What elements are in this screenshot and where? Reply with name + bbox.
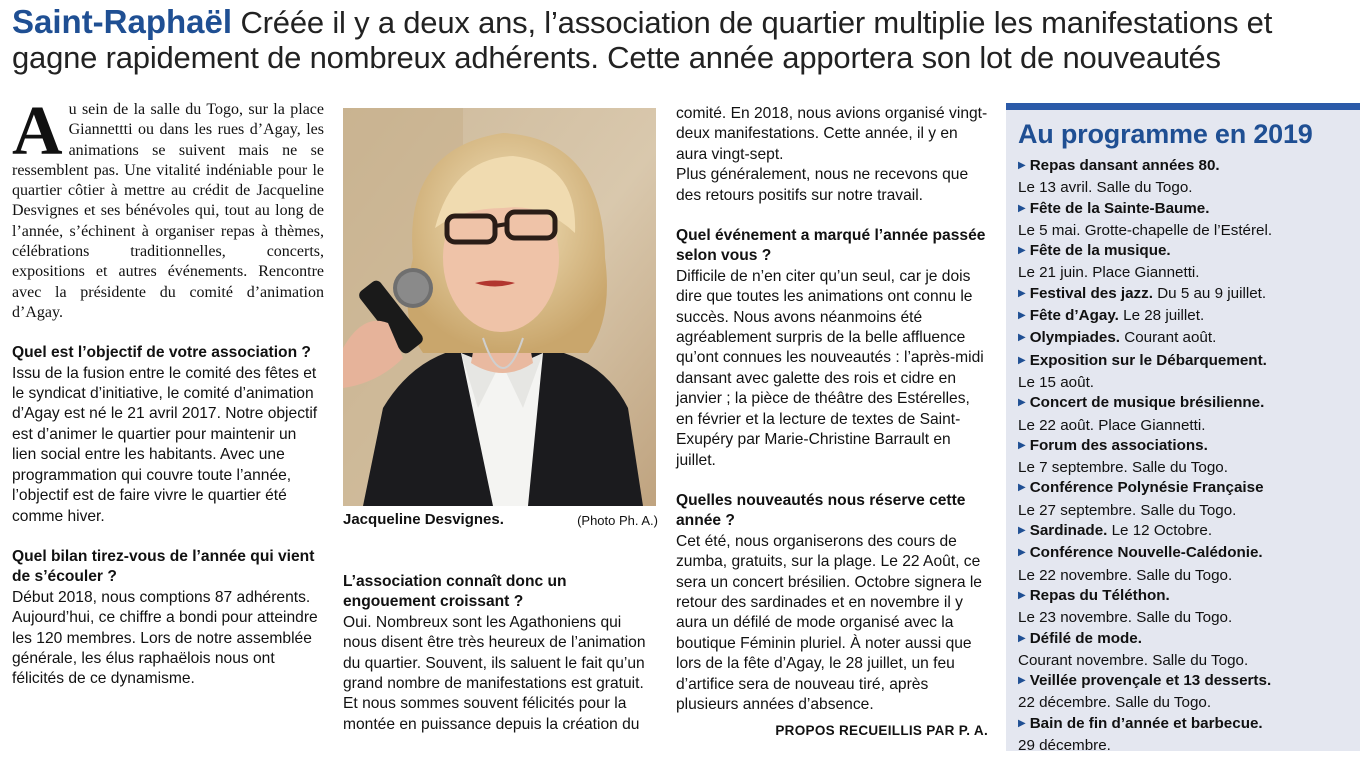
column-3 [676,104,988,742]
event-title: ▶ Fête de la Sainte-Baume. [1018,200,1209,217]
event-detail: Le 7 septembre. Salle du Togo. [1018,459,1228,477]
event-title: ▶ Fête d’Agay. [1018,307,1119,324]
event-item [1018,521,1360,543]
intro-paragraph [12,93,324,323]
event-item [1018,328,1360,350]
event-detail: Le 5 mai. Grotte-chapelle de l’Estérel. [1018,221,1273,239]
event-title: ▶ Repas du Téléthon. [1018,587,1170,604]
event-item [1018,351,1360,394]
event-title: ▶ Sardinade. [1018,522,1107,539]
photo-credit: (Photo Ph. A.) [577,513,658,528]
event-title: ▶ Conférence Polynésie Française [1018,479,1264,496]
question-1: Quel est l’objectif de votre association ? [12,344,311,362]
photo-caption [343,511,658,528]
caption-name: Jacqueline Desvignes. [343,511,504,528]
event-title: ▶ Bain de fin d’année et barbecue. [1018,715,1263,732]
column-1 [12,93,324,690]
signature: PROPOS RECUEILLIS PAR P. A. [775,723,988,739]
dropcap: A [12,93,63,170]
question-2: Quel bilan tirez-vous de l’année qui vient de s’écouler ? [12,547,315,586]
event-title: ▶ Festival des jazz. [1018,285,1153,302]
event-item [1018,241,1360,284]
event-title: ▶ Fête de la musique. [1018,242,1171,259]
event-detail: Le 28 juillet. [1123,307,1205,325]
answer-3-continued: comité. En 2018, nous avions organisé vingt-deux manifestations. Cette année, il y en aura vingt-sept. [676,105,988,163]
event-detail: Courant novembre. Salle du Togo. [1018,651,1249,669]
event-detail: Le 12 Octobre. [1111,522,1213,540]
event-item [1018,199,1360,242]
event-title: ▶ Concert de musique brésilienne. [1018,394,1264,411]
event-list [1018,156,1360,756]
event-detail: Du 5 au 9 juillet. [1157,284,1267,302]
event-item [1018,284,1360,306]
event-title: ▶ Défilé de mode. [1018,630,1142,647]
headline-text: Créée il y a deux ans, l’association de quartier multiplie les manifestations et gagne rapidement de nombreux adhérents. Cette année apportera son lot de nouveautés [12,5,1273,75]
portrait-illustration [343,108,656,506]
sidebar-title: Au programme en 2019 [1018,119,1313,149]
event-detail: Courant août. [1124,329,1217,347]
program-sidebar [1006,103,1360,755]
event-title: ▶ Exposition sur le Débarquement. [1018,352,1267,369]
event-title: ▶ Repas dansant années 80. [1018,157,1220,174]
answer-5: Cet été, nous organiserons des cours de zumba, gratuits, sur la plage. Le 22 Août, ce sera un concert brésilien. Octobre signera le retour des sardinades et en novembre il y aura un défilé de mode organisé avec la boutique Féminin pluriel. À noter aussi que lors de la fête d’Agay, le 28 juillet, un feu d’artifice sera de nouveau tiré, après plusieurs années d’absence. [676,532,982,713]
event-item [1018,436,1360,479]
event-item [1018,478,1360,521]
event-item [1018,629,1360,672]
question-4: Quel événement a marqué l’année passée selon vous ? [676,227,986,265]
portrait-photo [343,108,656,506]
event-title: ▶ Olympiades. [1018,329,1120,346]
event-detail: Le 23 novembre. Salle du Togo. [1018,609,1233,627]
question-3: L’association connaît donc un engouement croissant ? [343,573,567,611]
event-detail: Le 22 novembre. Salle du Togo. [1018,566,1233,584]
column-2 [343,572,658,735]
event-detail: Le 15 août. [1018,373,1095,391]
event-item [1018,306,1360,328]
event-title: ▶ Forum des associations. [1018,437,1208,454]
event-item [1018,586,1360,629]
answer-4: Difficile de n’en citer qu’un seul, car je dois dire que toutes les animations ont connu le succès. Nous avons néanmoins été agréablement surpris de la belle affluence qu’ont connues les nouveautés : l’après-midi dansant avec galette des rois et cidre en janvier ; la pièce de théâtre des Estérelles, en février et la lecture de textes de Saint-Exupéry par Marie-Christine Barrault en juillet. [676,267,984,469]
event-item [1018,714,1360,757]
intro-text: u sein de la salle du Togo, sur la place Giannettti ou dans les rues d’Agay, les animations se suivent mais ne se ressemblent pas. Une vitalité indéniable pour le quartier côtier à mettre au crédit de Jacqueline Desvignes et ses bénévoles qui, tout au long de l’année, s’échinent à organiser repas à thèmes, célébrations traditionnelles, concerts, expositions et autres événements. Rencontre avec la présidente du comité d’animation d’Agay. [12,101,324,321]
answer-1: Issu de la fusion entre le comité des fêtes et le syndicat d’initiative, le comité d’animation d’Agay est né le 21 avril 2017. Notre objectif est d’animer le quartier pour maintenir un lien social entre les habitants. Avec une programmation qui couvre toute l’année, l’objectif est de faire vivre le quartier été comme hiver. [12,364,318,525]
event-detail: 29 décembre. [1018,737,1111,755]
answer-2: Début 2018, nous comptions 87 adhérents. Aujourd’hui, ce chiffre a bondi pour atteindre les 120 membres. Lors de notre assemblée générale, les élus raphaëlois nous ont félicités de ce dynamisme. [12,588,318,688]
event-detail: 22 décembre. Salle du Togo. [1018,694,1212,712]
event-detail: Le 13 avril. Salle du Togo. [1018,179,1193,197]
event-item [1018,543,1360,586]
event-item [1018,393,1360,436]
event-detail: Le 22 août. Place Giannetti. [1018,416,1206,434]
event-item [1018,156,1360,199]
headline [12,4,1357,75]
event-detail: Le 21 juin. Place Giannetti. [1018,264,1200,282]
answer-3: Oui. Nombreux sont les Agathoniens qui nous disent être très heureux de l’animation du quartier. Souvent, ils saluent le fait qu’un grand nombre de manifestations est gratuit. Et nous sommes souvent félicités pour la montée en puissance depuis la création du [343,613,646,733]
event-detail: Le 27 septembre. Salle du Togo. [1018,501,1237,519]
event-item [1018,671,1360,714]
answer-3-end: Plus généralement, nous ne recevons que des retours positifs sur notre travail. [676,166,969,204]
event-title: ▶ Veillée provençale et 13 desserts. [1018,672,1271,689]
question-5: Quelles nouveautés nous réserve cette année ? [676,491,966,530]
headline-town: Saint-Raphaël [12,3,233,40]
event-title: ▶ Conférence Nouvelle-Calédonie. [1018,544,1263,561]
